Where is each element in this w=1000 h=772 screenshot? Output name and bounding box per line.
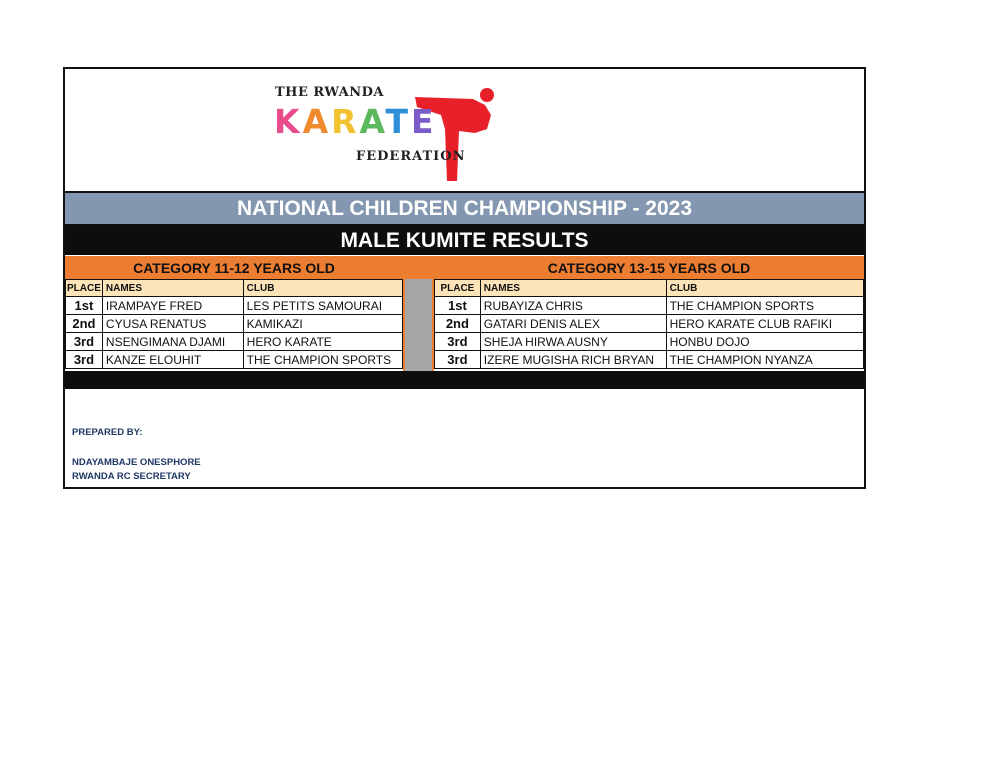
names-header: NAMES bbox=[480, 280, 666, 297]
name-cell: IZERE MUGISHA RICH BRYAN bbox=[480, 351, 666, 369]
club-header: CLUB bbox=[666, 280, 863, 297]
prepared-by-label: PREPARED BY: bbox=[72, 427, 143, 438]
table-row bbox=[435, 297, 864, 315]
championship-title: NATIONAL CHILDREN CHAMPIONSHIP - 2023 bbox=[65, 193, 864, 225]
category-right-header: CATEGORY 13-15 YEARS OLD bbox=[434, 256, 864, 279]
category-left-header: CATEGORY 11-12 YEARS OLD bbox=[65, 256, 403, 279]
table-row bbox=[435, 315, 864, 333]
logo-line-federation: FEDERATION bbox=[356, 149, 466, 164]
name-cell: CYUSA RENATUS bbox=[102, 315, 243, 333]
club-cell: HERO KARATE bbox=[243, 333, 402, 351]
place-cell: 2nd bbox=[435, 315, 481, 333]
names-header: NAMES bbox=[102, 280, 243, 297]
logo-letter: K bbox=[274, 102, 303, 141]
preparer-role: RWANDA RC SECRETARY bbox=[72, 471, 191, 482]
place-cell: 3rd bbox=[435, 333, 481, 351]
logo-letter: A bbox=[302, 102, 332, 141]
place-cell: 3rd bbox=[66, 333, 103, 351]
club-cell: THE CHAMPION SPORTS bbox=[243, 351, 402, 369]
table-header-row bbox=[66, 280, 403, 297]
table-row bbox=[66, 315, 403, 333]
name-cell: SHEJA HIRWA AUSNY bbox=[480, 333, 666, 351]
results-subtitle: MALE KUMITE RESULTS bbox=[65, 225, 864, 255]
table-header-row bbox=[435, 280, 864, 297]
place-header: PLACE bbox=[435, 280, 481, 297]
logo-letter: R bbox=[331, 102, 360, 141]
separator-band bbox=[65, 371, 864, 389]
table-row bbox=[435, 333, 864, 351]
place-cell: 1st bbox=[66, 297, 103, 315]
name-cell: IRAMPAYE FRED bbox=[102, 297, 243, 315]
name-cell: RUBAYIZA CHRIS bbox=[480, 297, 666, 315]
logo-letter: E bbox=[411, 102, 437, 141]
name-cell: NSENGIMANA DJAMI bbox=[102, 333, 243, 351]
logo-letter: A bbox=[359, 102, 386, 141]
club-cell: HERO KARATE CLUB RAFIKI bbox=[666, 315, 863, 333]
logo-area bbox=[65, 69, 864, 193]
club-cell: LES PETITS SAMOURAI bbox=[243, 297, 402, 315]
place-cell: 1st bbox=[435, 297, 481, 315]
club-cell: KAMIKAZI bbox=[243, 315, 402, 333]
federation-logo bbox=[271, 83, 501, 183]
results-sheet bbox=[63, 67, 866, 489]
place-cell: 3rd bbox=[66, 351, 103, 369]
results-table-left bbox=[65, 279, 403, 369]
preparer-name: NDAYAMBAJE ONESPHORE bbox=[72, 457, 201, 468]
table-row bbox=[435, 351, 864, 369]
club-cell: HONBU DOJO bbox=[666, 333, 863, 351]
place-cell: 3rd bbox=[435, 351, 481, 369]
logo-letter: T bbox=[385, 102, 412, 141]
name-cell: KANZE ELOUHIT bbox=[102, 351, 243, 369]
category-gap bbox=[403, 256, 434, 279]
place-cell: 2nd bbox=[66, 315, 103, 333]
results-table-right bbox=[434, 279, 864, 369]
column-divider bbox=[403, 279, 434, 371]
logo-karate-word bbox=[274, 103, 437, 141]
name-cell: GATARI DENIS ALEX bbox=[480, 315, 666, 333]
table-row bbox=[66, 333, 403, 351]
table-row bbox=[66, 351, 403, 369]
club-cell: THE CHAMPION SPORTS bbox=[666, 297, 863, 315]
logo-line-the-rwanda: THE RWANDA bbox=[275, 85, 385, 100]
club-cell: THE CHAMPION NYANZA bbox=[666, 351, 863, 369]
place-header: PLACE bbox=[66, 280, 103, 297]
club-header: CLUB bbox=[243, 280, 402, 297]
table-row bbox=[66, 297, 403, 315]
